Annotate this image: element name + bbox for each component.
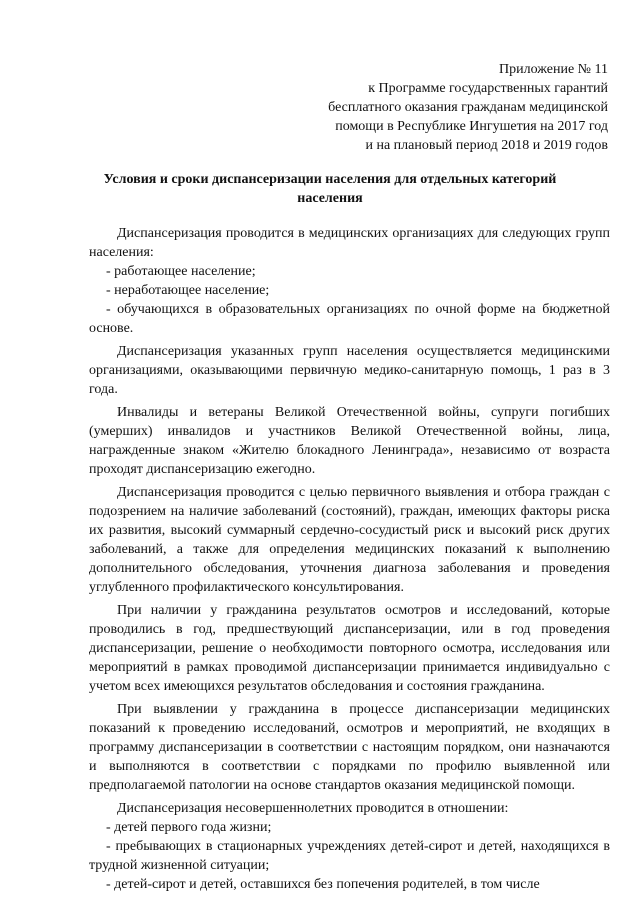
paragraph-minors: Диспансеризация несовершеннолетних проводится в отношении: — [117, 801, 509, 816]
paragraph-frequency: Диспансеризация указанных групп населения осуществляется медицинскими организациями, оказывающими первичную медико-санитарную помощь, 1 раз в 3 года. — [89, 344, 610, 397]
paragraph-previous-results: При наличии у гражданина результатов осмотров и исследований, которые проводились в год, предшествующий диспансеризации, или в год проведения диспансеризации, решение о необходимости повторного осмотра, исследования или мероприятий в рамках проводимой диспансеризации принимается индивидуально с учетом всех имеющихся результатов обследования и состояния гражданина. — [89, 603, 610, 694]
appendix-header — [188, 60, 608, 155]
appendix-line-region: помощи в Республике Ингушетия на 2017 год — [335, 119, 608, 134]
list-item-students: - обучающихся в образовательных организациях по очной форме на бюджетной основе. — [89, 302, 610, 336]
list-item-orphans-institutions: - пребывающих в стационарных учреждениях детей-сирот и детей, находящихся в трудной жизненной ситуации; — [89, 839, 610, 873]
document-title: Условия и сроки диспансеризации населения для отдельных категорий населения — [103, 172, 557, 206]
paragraph-additional-tests: При выявлении у гражданина в процессе диспансеризации медицинских показаний к проведению исследований, осмотров и мероприятий, не входящих в программу диспансеризации в соответствии с настоящим порядком, они назначаются и выполняются в соответствии с порядками по профилю выявленной или предполагаемой патологии на основе стандартов оказания медицинской помощи. — [89, 702, 610, 793]
document-body — [89, 224, 610, 894]
paragraph-veterans: Инвалиды и ветераны Великой Отечественной войны, супруги погибших (умерших) инвалидов и участников Великой Отечественной войны, лица, награжденные знаком «Жителю блокадного Ленинграда», независимо от возраста проходят диспансеризацию ежегодно. — [89, 405, 610, 477]
appendix-line-period: и на плановый период 2018 и 2019 годов — [365, 138, 608, 153]
appendix-line-free-care: бесплатного оказания гражданам медицинской — [328, 100, 608, 115]
list-item-nonworking: - неработающее население; — [106, 283, 270, 298]
appendix-number: Приложение № 11 — [499, 62, 608, 77]
paragraph-groups-intro: Диспансеризация проводится в медицинских организациях для следующих групп населения: — [89, 226, 610, 260]
list-item-orphans-without-care: - детей-сирот и детей, оставшихся без попечения родителей, в том числе — [106, 877, 540, 892]
list-item-infants: - детей первого года жизни; — [106, 820, 272, 835]
paragraph-purpose: Диспансеризация проводится с целью первичного выявления и отбора граждан с подозрением на наличие заболеваний (состояний), граждан, имеющих факторы риска их развития, высокий суммарный сердечно-сосудистый риск и высокий риск других заболеваний, а также для определения медицинских показаний к выполнению дополнительного обследования, уточнения диагноза заболевания и проведения углубленного профилактического консультирования. — [89, 485, 610, 595]
list-item-working: - работающее население; — [106, 264, 256, 279]
appendix-line-program: к Программе государственных гарантий — [368, 81, 608, 96]
